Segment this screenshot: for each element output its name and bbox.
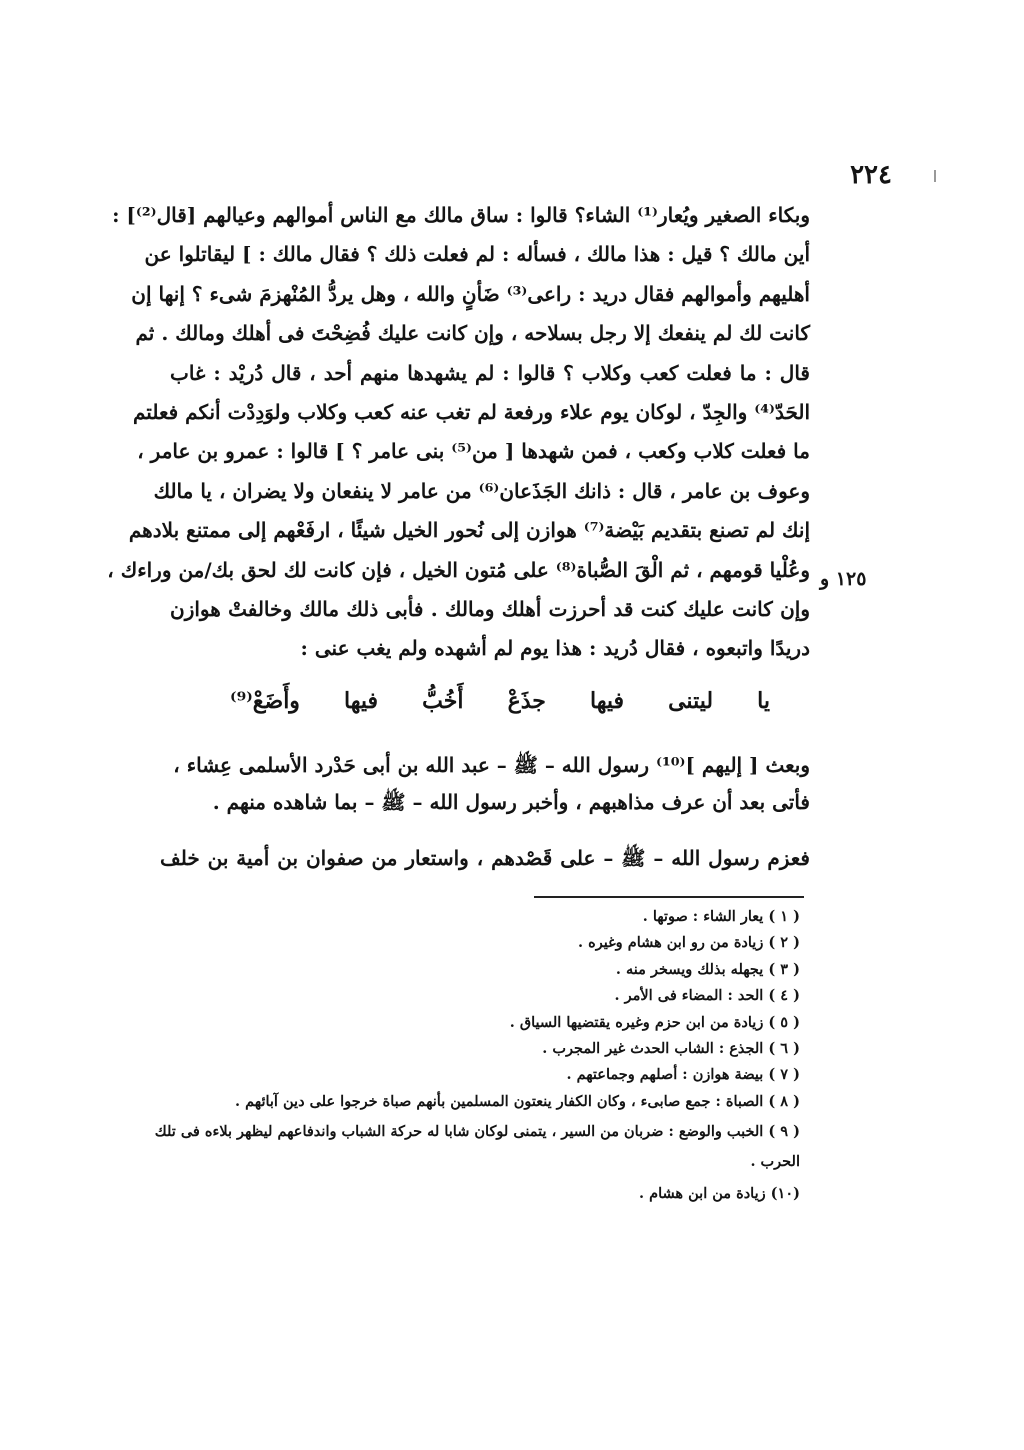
text-line: وعُلْيا قومهم ، ثم الْقَ الصُّباة⁽⁸⁾ على مُتون الخيل ، فإن كانت لك لحق بك/من وراءك ، xyxy=(107,557,810,582)
footnote: ( ٨ ) الصباة : جمع صابىء ، وكان الكفار ينعتون المسلمين بأنهم صباة خرجوا على دين آبائهم . xyxy=(235,1092,800,1110)
main-text-continued xyxy=(173,747,810,821)
footnote: ( ٤ ) الحد : المضاء فى الأمر . xyxy=(614,987,800,1005)
text-line: إنك لم تصنع بتقديم بَيْضة⁽⁷⁾ هوازن إلى نُحور الخيل شيئًا ، ارفَعْهم إلى ممتنع بلادهم xyxy=(128,518,810,543)
text-line: فعزم رسول الله – ﷺ – على قَصْدهم ، واستعار من صفوان بن أمية بن خلف xyxy=(160,846,810,870)
footnote: ( ٧ ) بيضة هوازن : أصلهم وجماعتهم . xyxy=(566,1066,800,1084)
text-line: وإن كانت عليك كنت قد أحرزت أهلك ومالك . فأبى ذلك مالك وخالفتْ هوازن xyxy=(170,596,810,621)
text-line: وعوف بن عامر ، قال : ذانك الجَذَعان⁽⁶⁾ من عامر لا ينفعان ولا يضران ، يا مالك xyxy=(153,478,810,503)
main-text xyxy=(107,196,810,669)
text-line: دريدًا واتبعوه ، فقال دُريد : هذا يوم لم أشهده ولم يغب عنى : xyxy=(300,636,810,661)
verse-word: أَخُبُّ xyxy=(422,688,464,714)
text-line: قال : ما فعلت كعب وكلاب ؟ قالوا : لم يشهدها منهم أحد ، قال دُريْد : غاب xyxy=(170,360,810,385)
verse-word: جذَعْ xyxy=(507,688,546,714)
footnote: ( ٩ ) الخبب والوضع : ضربان من السير ، يتمنى لوكان شابا له حركة الشباب واندفاعهم ليظهر بلاءه فى تلك الحرب . xyxy=(154,1123,800,1171)
scan-mark xyxy=(934,170,936,182)
verse-word: ليتنى xyxy=(668,688,714,714)
footnote: ( ٦ ) الجذع : الشاب الحدث غير المجرب . xyxy=(542,1039,800,1057)
text-line: الحَدّ⁽⁴⁾ والجِدّ ، لوكان يوم علاء ورفعة لم تغب عنه كعب وكلاب ولوَدِدْت أنكم فعلتم xyxy=(133,399,810,424)
page-number: ٢٢٤ xyxy=(850,160,892,190)
text-line: وبكاء الصغير ويُعار⁽¹⁾ الشاء؟ قالوا : ساق مالك مع الناس أموالهم وعيالهم [قال⁽²⁾] : xyxy=(112,203,810,227)
verse-word: فيها xyxy=(589,688,624,714)
text-line: ما فعلت كلاب وكعب ، فمن شهدها [ من⁽⁵⁾ بنى عامر ؟ ] قالوا : عمرو بن عامر ، xyxy=(137,439,810,464)
poetry-verse xyxy=(230,688,770,728)
text-line: فأتى بعد أن عرف مذاهبهم ، وأخبر رسول الله – ﷺ – بما شاهده منهم . xyxy=(212,790,810,814)
margin-folio-note: ١٢٥ و xyxy=(820,568,867,590)
verse-word: وأَضَعْ⁽⁹⁾ xyxy=(230,688,300,714)
footnote: ( ٢ ) زيادة من رو ابن هشام وغيره . xyxy=(578,934,800,952)
verse-word: يا xyxy=(757,688,770,714)
text-line: أين مالك ؟ قيل : هذا مالك ، فسأله : لم فعلت ذلك ؟ فقال مالك : ] ليقاتلوا عن xyxy=(144,242,810,267)
text-line: وبعث [ إليهم ]⁽¹⁰⁾ رسول الله – ﷺ – عبد الله بن أبى حَدْرد الأسلمى عِشاء ، xyxy=(173,753,810,777)
text-line: كانت لك لم ينفعك إلا رجل بسلاحه ، وإن كانت عليك فُضِحْتَ فى أهلك ومالك . ثم xyxy=(135,321,810,346)
text-line: أهليهم وأموالهم فقال دريد : راعى⁽³⁾ ضَأنٍ والله ، وهل يردُّ المُنْهزمَ شىء ؟ إنها إن xyxy=(131,281,810,306)
footnote: (١٠) زيادة من ابن هشام . xyxy=(639,1185,800,1203)
footnote: ( ٣ ) يجهله بذلك ويسخر منه . xyxy=(615,960,800,978)
footnote: ( ٥ ) زيادة من ابن حزم وغيره يقتضيها السياق . xyxy=(509,1013,800,1031)
verse-word: فيها xyxy=(344,688,379,714)
footnote: ( ١ ) يعار الشاء : صوتها . xyxy=(642,908,800,925)
footnote-divider xyxy=(534,896,804,898)
footnotes xyxy=(150,904,800,1208)
